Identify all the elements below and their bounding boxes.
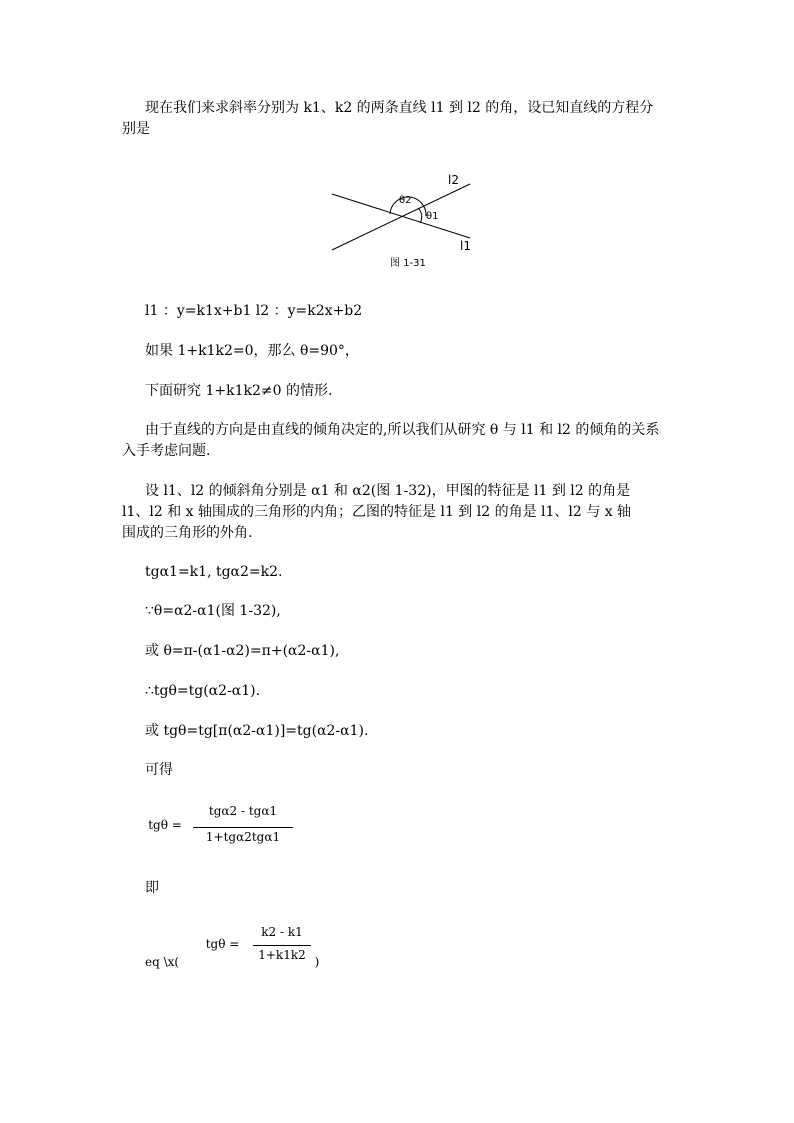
- para3-line1: 设 l1、l2 的倾斜角分别是 α1 和 α2(图 1-32)，甲图的特征是 l1 到 l2 的角是: [145, 483, 631, 499]
- formula2-suffix: ): [314, 955, 320, 969]
- formula2-lhs: tgθ =: [205, 937, 240, 951]
- para1-line1: 现在我们来求斜率分别为 k1、k2 的两条直线 l1 到 l2 的角，设已知直线的方程分: [145, 100, 654, 116]
- line-if-perpendicular: 如果 1+k1k2=0，那么 θ=90°，: [145, 343, 359, 359]
- formula-tangent-alpha: [145, 804, 305, 854]
- formula1-lhs: tgθ =: [148, 818, 182, 832]
- line-next-case: 下面研究 1+k1k2≠0 的情形.: [145, 383, 333, 399]
- para3-line2: l1、l2 和 x 轴围成的三角形的内角；乙图的特征是 l1 到 l2 的角是 l1、l2 与 x 轴: [122, 504, 632, 520]
- formula2-numerator: k2 - k1: [261, 925, 303, 939]
- para3-line3: 围成的三角形的外角.: [122, 525, 253, 541]
- line-kede: 可得: [145, 762, 173, 778]
- line-equations: l1 ：y=k1x+b1 l2 ：y=k2x+b2: [145, 303, 363, 319]
- formula2-denominator: 1+k1k2: [258, 948, 306, 962]
- arc-theta1: [418, 208, 422, 223]
- para1-line2: 别是: [122, 121, 150, 137]
- eq-tangent-theta-alt: 或 tgθ=tg[π(α2-α1)]=tg(α2-α1).: [145, 723, 369, 739]
- label-theta1: θ1: [426, 211, 439, 222]
- eq-theta-difference: ∵θ=α2-α1(图 1-32),: [145, 603, 281, 619]
- line-ji: 即: [145, 880, 159, 896]
- para2-line2: 入手考虑问题.: [122, 443, 211, 459]
- formula2-fraction-bar: [253, 945, 311, 946]
- eq-tangent-theta: ∴tgθ=tg(α2-α1).: [145, 683, 261, 699]
- eq-theta-alternative: 或 θ=π-(α1-α2)=π+(α2-α1),: [145, 643, 340, 659]
- label-l2: l2: [448, 173, 459, 187]
- formula2-prefix: eq \x(: [145, 955, 180, 969]
- formula1-denominator: 1+tgα2tgα1: [205, 830, 281, 844]
- formula-tangent-k: [145, 925, 325, 975]
- label-theta2: θ2: [399, 195, 412, 206]
- line-l2: [332, 184, 470, 250]
- formula1-fraction-bar: [193, 827, 293, 828]
- formula1-numerator: tgα2 - tgα1: [208, 804, 278, 818]
- eq-tangent-slopes: tgα1=k1, tgα2=k2.: [145, 564, 283, 580]
- para2-line1: 由于直线的方向是由直线的倾角决定的,所以我们从研究 θ 与 l1 和 l2 的倾角的关系: [145, 422, 660, 438]
- label-l1: l1: [460, 239, 471, 253]
- figure-lines-diagram: [330, 168, 482, 268]
- figure-caption: 图 1-31: [390, 258, 426, 269]
- figure-1-31: [330, 168, 482, 268]
